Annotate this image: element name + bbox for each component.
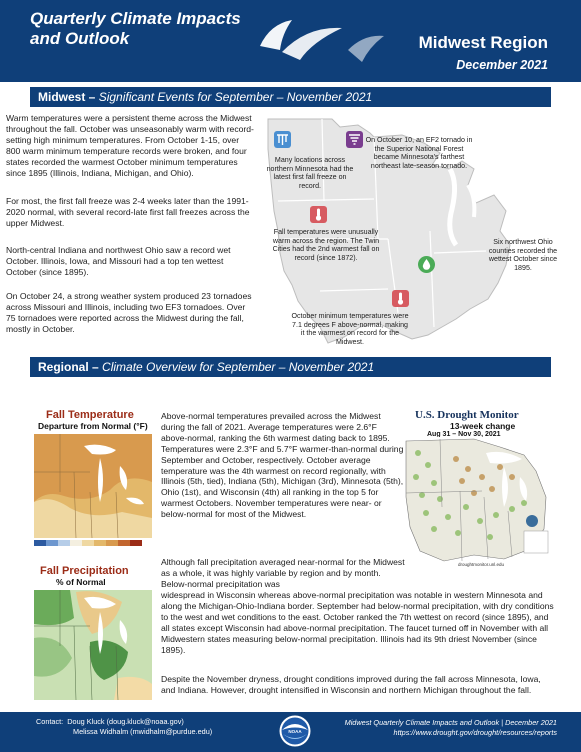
fall-temperature-map xyxy=(30,432,154,548)
callout-min-temps: October minimum temperatures were 7.1 degrees F above-normal, making it the warmest on record for the Midwest. xyxy=(291,312,409,346)
tornado-icon xyxy=(346,131,363,148)
contact-block xyxy=(36,717,212,737)
section-title: Regional – xyxy=(38,360,99,374)
noaa-text: NOAA xyxy=(288,729,302,734)
callout-first-freeze: Many locations across northern Minnesota had the latest first fall freeze on record. xyxy=(266,156,354,190)
report-date: December 2021 xyxy=(456,58,548,72)
section-title: Midwest – xyxy=(38,90,96,104)
warm-thermometer-icon xyxy=(310,206,327,223)
report-title: Quarterly Climate Impacts and Outlook xyxy=(30,9,241,48)
section-bar-midwest xyxy=(30,87,551,107)
section-subtitle: Climate Overview for September – November 2021 xyxy=(102,360,375,374)
drought-monitor-dates: Aug 31 – Nov 30, 2021 xyxy=(427,431,501,437)
publication-name: Midwest Quarterly Climate Impacts and Outlook | December 2021 xyxy=(344,718,557,727)
fall-precipitation-subtitle: % of Normal xyxy=(56,577,106,587)
report-url[interactable]: https://www.drought.gov/drought/resources/reports xyxy=(393,728,557,737)
page-footer xyxy=(0,712,581,752)
region-name: Midwest Region xyxy=(418,33,548,52)
events-paragraph-2: For most, the first fall freeze was 2-4 weeks later than the 1991-2020 normal, with several record-late first fall freezes across the upper Midwest. xyxy=(6,196,250,228)
section-subtitle: Significant Events for September – November 2021 xyxy=(98,90,373,104)
fall-precipitation-title: Fall Precipitation xyxy=(40,565,129,577)
contact-kluck[interactable]: Doug Kluck (doug.kluck@noaa.gov) xyxy=(67,717,184,726)
temperature-legend xyxy=(34,540,142,546)
callout-tornado: On October 10, an EF2 tornado in the Superior National Forest became Minnesota's farthest northeast late-season tornado. xyxy=(365,136,473,170)
wet-drop-icon xyxy=(418,256,435,273)
events-paragraph-4: On October 24, a strong weather system produced 23 tornadoes across Missouri and Illinois, including two EF3 tornadoes. Over 75 tornadoes were reported across the Midwest during the fall, mostly in October. xyxy=(6,291,252,334)
freeze-icon xyxy=(274,131,291,148)
section-bar-regional xyxy=(30,357,551,377)
callout-wet-october: Six northwest Ohio counties recorded the wettest October since 1895. xyxy=(488,238,558,272)
events-paragraph-1: Warm temperatures were a persistent theme across the Midwest throughout the fall. October was unseasonably warm with record-setting high minimum temperatures. From October 1-15, over 800 warm minimum temperature records were broken, and four states recorded the warmest October minimum temperatures since 1895 (Illinois, Indiana, Michigan, and Ohio). xyxy=(6,113,254,178)
callout-warm-fall: Fall temperatures were unusually warm across the region. The Twin Cities had the 2nd warmest fall on record (since 1872). xyxy=(272,228,380,262)
bird-logo-icon xyxy=(252,16,392,78)
noaa-logo-icon xyxy=(278,714,312,748)
publication-block xyxy=(345,718,557,738)
page-header xyxy=(0,0,581,82)
drought-monitor-credit: droughtmonitor.unl.edu xyxy=(458,562,505,567)
contact-label: Contact: xyxy=(36,717,64,726)
fall-precipitation-map xyxy=(30,588,154,706)
fall-temperature-subtitle: Departure from Normal (°F) xyxy=(38,421,148,431)
fall-temperature-title: Fall Temperature xyxy=(46,409,134,421)
drought-monitor-map xyxy=(404,437,552,567)
events-paragraph-3: North-central Indiana and northwest Ohio saw a record wet October. Illinois, Iowa, and Missouri had a top ten wettest October (since 1895). xyxy=(6,245,231,277)
regional-temperature-paragraph: Above-normal temperatures prevailed across the Midwest during the fall of 2021. Average temperatures were 2.6°F above-normal, ranking the 6th warmest dating back to 1895. Temperatures were 2.3°F and 5.7°F warmer-than-normal during September and October, respectively. October average temperature was the 4th warmest on record regionally, with Illinois (5th, tied), Indiana (5th), Michigan (3rd), Minnesota (5th), Ohio (1st), and Wisconsin (4th) all ranking in the top 5 for warmest Octobers. November temperatures were near- or below-normal for most of the Midwest. xyxy=(161,411,404,520)
regional-precip-paragraph-b: widespread in Wisconsin whereas above-normal precipitation was notable in western Minnesota and along the Michigan-Ohio-Indiana border. September had below-normal precipitation, with dry conditions to the west and wet conditions to the east. October ranked the 7th wettest on record (since 1895), and all states except Wisconsin had above-normal precipitation. The faucet turned off in November with all Midwestern states measuring below-normal precipitation. Illinois had its 9th driest November (since 1895). xyxy=(161,590,554,655)
contact-widhalm[interactable]: Melissa Widhalm (mwidhalm@purdue.edu) xyxy=(73,727,213,736)
min-temp-thermometer-icon xyxy=(392,290,409,307)
regional-drought-paragraph: Despite the November dryness, drought conditions improved during the fall across Minnesota, Iowa, and Indiana. However, drought intensified in Wisconsin and northern Michigan throughout the fall. xyxy=(161,674,541,695)
regional-precip-paragraph-a: Although fall precipitation averaged near-normal for the Midwest as a whole, it was highly variable by region and by month. Below-normal precipitation was xyxy=(161,557,405,589)
drought-monitor-subtitle: 13-week change xyxy=(450,421,516,431)
drought-monitor-title: U.S. Drought Monitor xyxy=(415,409,519,421)
